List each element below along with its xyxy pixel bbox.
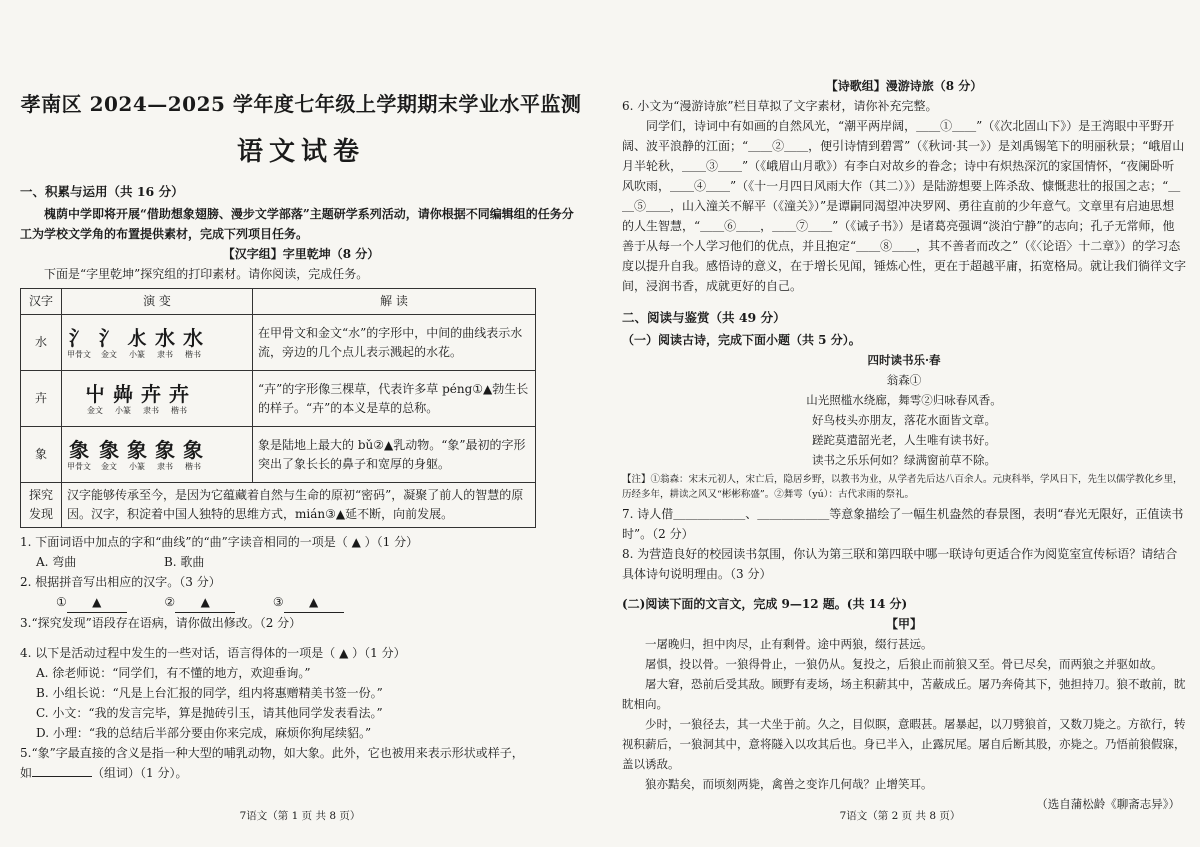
poem-line: 好鸟枝头亦朋友，落花水面皆文章。 [812, 413, 996, 427]
classical-paragraph: 狼亦黠矣，而顷刻两毙，禽兽之变诈几何哉？止增笑耳。 [645, 777, 933, 791]
exam-title: 孝南区 2024—2025 学年度七年级上学期期末学业水平监测 [20, 92, 582, 116]
classical-paragraph: 少时，一狼径去，其一犬坐于前。久之，目似瞑，意暇甚。屠暴起，以刀劈狼首，又数刀毙之。方欲行，转视积薪后，一狼洞其中，意将隧入以攻其后也。身已半入，止露尻尾。屠自后断其股，亦毙之。乃悟前狼假寐，盖以诱敌。 [622, 717, 1186, 771]
question-2: 2. 根据拼音写出相应的汉字。（3 分） [20, 575, 221, 589]
glyph: 卉 [169, 381, 189, 406]
interpretation-cell: 象是陆地上最大的 bǔ②▲乳动物。“象”最初的字形突出了象长长的鼻子和宽厚的身躯。 [253, 427, 536, 483]
page-footer: 7语文（第 2 页 共 8 页） [839, 810, 961, 822]
glyph-name: 楷书 [185, 461, 201, 471]
section-1-heading: 一、积累与运用（共 16 分） [20, 184, 184, 199]
passage-source: （选自蒲松龄《聊斋志异》） [1036, 797, 1180, 811]
table-row [21, 315, 536, 371]
classical-paragraph: 一屠晚归，担中肉尽，止有剩骨。途中两狼，缀行甚远。 [645, 637, 933, 651]
page-right [600, 0, 1200, 847]
group-1-heading: 【汉字组】字里乾坤（8 分） [222, 247, 380, 261]
evolution-cell [62, 315, 253, 371]
glyph-name: 隶书 [157, 349, 173, 359]
question-5: 5.“象”字最直接的含义是指一种大型的哺乳动物，如大象。此外，它也被用来表示形状或样子， [20, 746, 524, 760]
poem-line: 读书之乐乐何如？绿满窗前草不除。 [812, 453, 996, 467]
glyph-name: 小篆 [129, 349, 145, 359]
blank-label: ③ [272, 595, 284, 609]
option-b: B. 歌曲 [163, 555, 205, 569]
glyph-name: 楷书 [171, 405, 187, 415]
page-footer: 7语文（第 1 页 共 8 页） [239, 810, 361, 822]
glyph: 𣱱 [127, 325, 147, 350]
glyph-name: 甲骨文 [67, 461, 91, 471]
passage-jia-label: 【甲】 [885, 617, 922, 631]
glyph-name: 甲骨文 [67, 349, 91, 359]
char-cell: 卉 [21, 371, 62, 427]
glyph: 氵 [69, 325, 89, 350]
q5-blank[interactable] [32, 776, 92, 777]
question-6: 6. 小文为“漫游诗旅”栏目草拟了文字素材，请你补充完整。 [622, 99, 938, 113]
section-2-heading: 二、阅读与鉴赏（共 49 分） [622, 310, 786, 325]
exam-subtitle: 语文试卷 [236, 137, 365, 167]
blank-2[interactable]: ▲ [175, 592, 235, 613]
glyph: 芔 [113, 381, 133, 406]
blank-label: ① [56, 595, 67, 609]
intro-text: 槐荫中学即将开展“借助想象翅膀、漫步文学部落”主题研学系列活动，请你根据不同编辑组的任务分工为学校文学角的布置提供素材，完成下列项目任务。 [20, 207, 574, 241]
glyph-name: 隶书 [143, 405, 159, 415]
glyph-name: 金文 [101, 461, 117, 471]
question-1: 1. 下面词语中加点的字和“曲线”的“曲”字读音相同的一项是（ ▲ ）（1 分） [20, 535, 419, 549]
table-header: 演 变 [62, 289, 253, 315]
glyph: 象 [155, 437, 175, 462]
option-c: C. 小文：“我的发言完毕，算是抛砖引玉，请其他同学发表看法。” [36, 706, 383, 720]
explore-text: 汉字能够传承至今，是因为它蕴藏着自然与生命的原初“密码”，凝聚了前人的智慧的原因。汉字，积淀着中国人独特的思维方式，mián③▲延不断，向前发展。 [62, 483, 536, 528]
glyph: 𧰼 [99, 437, 119, 462]
blank-label: ② [164, 595, 176, 609]
glyph: 氵 [99, 325, 119, 350]
evolution-cell [62, 427, 253, 483]
poem-author: 翁森① [886, 373, 922, 387]
table-header: 解 读 [253, 289, 536, 315]
option-d: D. 小理：“我的总结后半部分要由你来完成，麻烦你狗尾续貂。” [36, 726, 372, 740]
glyph-name: 小篆 [115, 405, 131, 415]
glyph: 象 [183, 437, 203, 462]
classical-paragraph: 屠大窘，恐前后受其敌。顾野有麦场，场主积薪其中，苫蔽成丘。屠乃奔倚其下，弛担持刀。狼不敢前，眈眈相向。 [622, 677, 1186, 711]
subsection-2-heading: (二)阅读下面的文言文，完成 9—12 题。(共 14 分) [622, 597, 908, 611]
blank-3[interactable]: ▲ [284, 592, 344, 613]
glyph-name: 楷书 [185, 349, 201, 359]
explore-label: 探究发现 [21, 483, 62, 528]
question-1-options [20, 552, 582, 572]
question-8: 8. 为营造良好的校园读书氛围，你认为第三联和第四联中哪一联诗句更适合作为阅览室宣传标语？请结合具体诗句说明理由。（3 分） [622, 547, 1178, 581]
option-b: B. 小组长说：“凡是上台汇报的同学，组内将惠赠精美书签一份。” [36, 686, 383, 700]
table-header: 汉字 [21, 289, 62, 315]
group-2-heading: 【诗歌组】漫游诗旅（8 分） [825, 79, 983, 93]
char-cell: 象 [21, 427, 62, 483]
glyph-name: 金文 [87, 405, 103, 415]
question-4: 4. 以下是活动过程中发生的一些对话，语言得体的一项是（ ▲ ）（1 分） [20, 646, 406, 660]
question-2-blanks [20, 592, 582, 613]
hanzi-table [20, 288, 536, 528]
question-3: 3.“探究发现”语段存在语病，请你做出修改。（2 分） [20, 616, 302, 630]
poem-line: 山光照槛水绕廊，舞雩②归咏春风香。 [806, 393, 1002, 407]
poem-note: 【注】①翁森：宋末元初人，宋亡后，隐居乡野，以教书为业，从学者先后达八百余人。元庚科举，学风日下，先生以儒学教化乡里，历经多年，耕读之风又“彬彬称盛”。②舞雩（yú）：古代求雨的祭礼。 [622, 474, 1183, 500]
group-1-desc: 下面是“字里乾坤”探究组的打印素材。请你阅读，完成任务。 [44, 267, 369, 281]
interpretation-cell: “卉”的字形像三棵草，代表许多草 péng①▲勃生长的样子。“卉”的本义是草的总称。 [253, 371, 536, 427]
glyph: 水 [183, 325, 203, 350]
question-5-cont [20, 763, 582, 783]
subsection-1-heading: （一）阅读古诗，完成下面小题（共 5 分）。 [622, 333, 861, 347]
table-row [21, 483, 536, 528]
classical-paragraph: 屠惧，投以骨。一狼得骨止，一狼仍从。复投之，后狼止而前狼又至。骨已尽矣，而两狼之并驱如故。 [645, 657, 1163, 671]
poem-line: 蹉跎莫遣韶光老，人生唯有读书好。 [812, 433, 996, 447]
q5-cont-text: （组词）（1 分）。 [92, 766, 188, 780]
question-7: 7. 诗人借＿＿＿＿＿＿、＿＿＿＿＿＿等意象描绘了一幅生机盎然的春景图，表明“春光无限好，正值读书时”。（2 分） [622, 507, 1184, 541]
glyph: 𧰼 [69, 437, 89, 462]
glyph-name: 隶书 [157, 461, 173, 471]
evolution-cell [62, 371, 253, 427]
option-a: A. 徐老师说：“同学们，有不懂的地方，欢迎垂询。” [36, 666, 311, 680]
table-header-row [21, 289, 536, 315]
glyph: 水 [155, 325, 175, 350]
glyph: 屮 [85, 381, 105, 406]
glyph: 象 [127, 437, 147, 462]
table-row [21, 371, 536, 427]
char-cell: 水 [21, 315, 62, 371]
interpretation-cell: 在甲骨文和金文“水”的字形中，中间的曲线表示水流，旁边的几个点儿表示溅起的水花。 [253, 315, 536, 371]
option-a: A. 弯曲 [36, 555, 77, 569]
glyph-name: 金文 [101, 349, 117, 359]
glyph-name: 小篆 [129, 461, 145, 471]
poem-title: 四时读书乐·春 [867, 353, 941, 367]
q5-prefix: 如 [20, 766, 33, 780]
blank-1[interactable]: ▲ [67, 592, 127, 613]
question-6-text: 同学们，诗词中有如画的自然风光，“潮平两岸阔，＿＿①＿＿”（《次北固山下》）是王湾眼中平野开阔、波平浪静的江面；“＿＿②＿＿，便引诗情到碧霄”（《秋词·其一》）是刘禹锡笔下的明丽秋景；“峨眉山月半轮秋，＿＿③＿＿”（《峨眉山月歌》）有李白对故乡的眷念；诗中有炽热深沉的家国情怀，“夜阑卧听风吹雨，＿＿④＿＿”（《十一月四日风雨大作（其二）》）是陆游想要上阵杀敌、慷慨悲壮的报国之志；“＿＿⑤＿＿，山入潼关不解平（《潼关》）”是谭嗣同渴望冲决罗网、勇往直前的少年意气。文章里有启迪思想的人生智慧，“＿＿⑥＿＿，＿＿⑦＿＿”（《诫子书》）是诸葛亮强调“淡泊宁静”的志向；孔子无常师，他善于从每一个人学习他们的优点，并且抱定“＿＿⑧＿＿，其不善者而改之”（《〈论语〉十二章》）的学习态度以提升自我。感悟诗的意义，在于增长见闻，锤炼心性，更在于超越平庸，拓宽格局。就让我们徜徉文字间，浸润书香，成就更好的自己。 [622, 119, 1187, 293]
glyph: 卉 [141, 381, 161, 406]
table-row [21, 427, 536, 483]
